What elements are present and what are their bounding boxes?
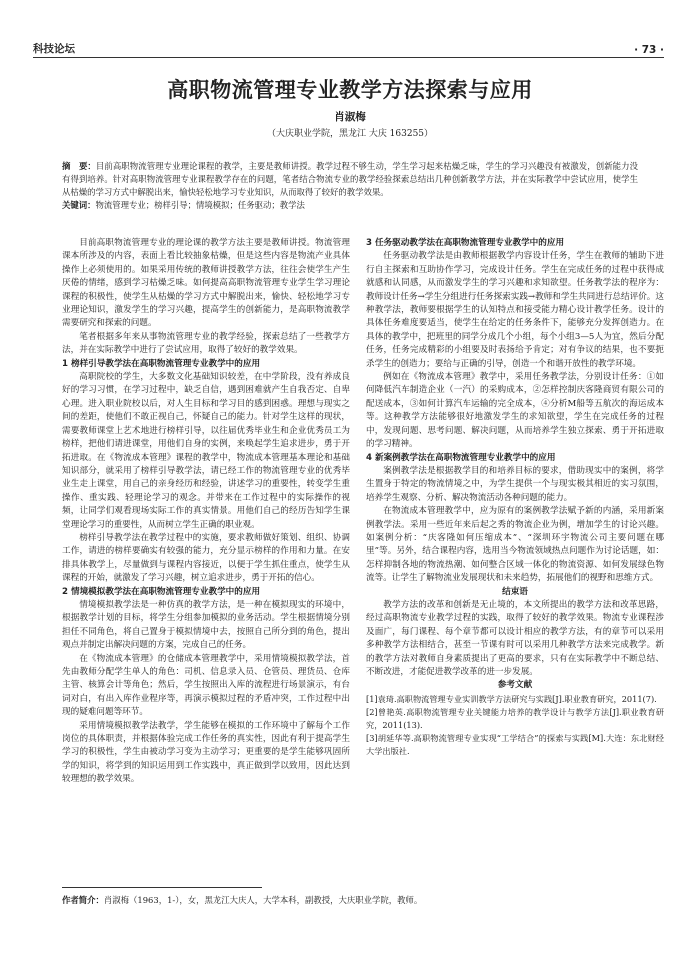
page-number: · 73 · xyxy=(634,44,664,56)
body-paragraph: 任务驱动教学法是由教师根据教学内容设计任务，学生在教师的辅助下进行自主探索和互助协作学习，完成设计任务。学生在完成任务的过程中获得成就感和认同感，从而激发学生的学习兴趣和求知欲望。任务教学法的程序为：教师设计任务→学生分组进行任务探索实践→教师和学生共同进行总结评价。这种教学法，教师要根据学生的认知特点和接受能力精心设计教学任务。设计的具体任务难度要适当，使学生在给定的任务条件下，能够充分发挥创造力。在具体的教学中，把班里的同学分成几个小组，每个小组3—5人为宜，然后分配任务，任务完成精彩的小组要及时表扬给予肯定；对有争议的结果，也不要扼杀学生的创造力；要给与正确的引导，创造一个和谐开放性的教学环境。 xyxy=(366,251,664,369)
body-paragraph: 案例教学法是根据教学目的和培养目标的要求，借助现实中的案例，将学生置身于特定的物流情境之中，为学生提供一个与现实极其相近的实习氛围，培养学生观察、分析、解决物流活动各种问题的能力。 xyxy=(366,465,664,503)
paper-title: 高职物流管理专业教学方法探索与应用 xyxy=(167,78,533,102)
body-paragraph: 榜样引导教学法在教学过程中的实施，要求教师做好策划、组织、协调工作，请进的榜样要确实有较强的能力，充分显示榜样的作用和力量。在安排具体教学上，尽量做到与课程内容接近，以便于学生抓住重点，使学生从课程的开始，就激发了学习兴趣，树立追求进步，勇于开拓的信心。 xyxy=(62,532,350,584)
body-paragraph: 教学方法的改革和创新是无止境的，本文所提出的教学方法和改革思路，经过高职物流专业教学过程的实践，取得了较好的教学效果。物流专业课程涉及面广，每门课程、每个章节都可以设计相应的教学方法，有的章节可以采用多种教学方法相结合，甚至一节课有时可以采用几种教学方法来完成教学。新的教学方法对教师自身素质提出了更高的要求，只有在实际教学中不断总结、不断改进，才能促进教学改革的进一步发展。 xyxy=(366,599,664,677)
left-column xyxy=(62,237,350,787)
body-paragraph: 情境模拟教学法是一种仿真的教学方法，是一种在模拟现实的环境中，根据教学计划的目标，将学生分组参加模拟的业务活动。学生根据情境分别担任不同角色，将自己置身于模拟情境中去，按照自己所分到的角色，提出观点并制定出解决问题的方案，完成自己的任务。 xyxy=(62,599,350,651)
abstract-block xyxy=(62,160,638,212)
section-heading-3: 3 任务驱动教学法在高职物流管理专业教学中的应用 xyxy=(366,238,565,248)
reference-item: [1]袁琦.高职物流管理专业实训教学方法研究与实践[J].职业教育研究，2011(7). xyxy=(366,693,657,704)
footnote-label: 作者简介： xyxy=(62,895,104,905)
abstract-text: 目前高职物流管理专业理论课程的教学，主要是教师讲授。教学过程不够生动，学生学习起来枯燥乏味，学生的学习兴趣没有被激发，创新能力没有得到培养。针对高职物流管理专业课程教学存在的问题，笔者结合物流专业的教学经验探索总结出几种创新教学方法，并在实际教学中尝试应用，使学生从枯燥的学习方式中解脱出来，愉快轻松地学习专业知识，从而取得了较好的教学效果。 xyxy=(62,161,638,197)
journal-section: 科技论坛 xyxy=(33,43,75,55)
body-paragraph: 例如在《物流成本管理》教学中，采用任务教学法，分别设计任务：①如何降低汽车制造企业（一汽）的采购成本，②怎样控制庆客隆商贸有限公司的配送成本，③如何计算汽车运输的完全成本，④分析M船等五航次的海运成本等。这种教学方法能够很好地激发学生的求知欲望，学生在完成任务的过程中，发现问题、思考问题、解决问题，从而培养学生独立探索、勇于开拓进取的学习精神。 xyxy=(366,372,664,450)
keywords-text: 物流管理专业；榜样引导；情境模拟；任务驱动；教学法 xyxy=(95,200,305,210)
body-paragraph: 在物流成本管理教学中，应为原有的案例教学法赋予新的内涵，采用新案例教学法。采用一些近年来后起之秀的物流企业为例，增加学生的讨论兴趣。如案例分析：“庆客隆如何压缩成本”、“深圳环宇物流公司主要问题在哪里”等。另外，结合课程内容，选用当今物流领域热点问题作为讨论话题，如：怎样抑制各地的物流热潮、如何整合区域一体化的物流资源、如何发展绿色物流等。让学生了解物流业发展现状和未来趋势，拓展他们的视野和思维方式。 xyxy=(366,506,664,584)
section-heading-4: 4 新案例教学法在高职物流管理专业教学中的应用 xyxy=(366,452,556,463)
abstract-label: 摘 要： xyxy=(62,161,96,171)
keywords xyxy=(62,199,638,212)
keywords-label: 关键词： xyxy=(62,200,96,210)
abstract xyxy=(62,160,638,199)
author-name: 肖淑梅 xyxy=(334,111,366,123)
footnote-text: 肖淑梅（1963，1-），女，黑龙江大庆人，大学本科，副教授，大庆职业学院，教师。 xyxy=(103,895,423,905)
body-paragraph: 采用情境模拟教学法教学，学生能够在模拟的工作环境中了解每个工作岗位的具体职责，并根据体验完成工作任务的真实性，因此有利于提高学生学习的积极性，学生由被动学习变为主动学习；更重要的是学生能够巩固所学的知识，将学到的知识运用到工作实践中，真正做到学以致用，因此达到较理想的教学效果。 xyxy=(62,720,350,785)
references-heading: 参考文献 xyxy=(497,680,533,691)
intro-paragraph: 目前高职物流管理专业的理论课的教学方法主要是教师讲授。物流管理课本所涉及的内容，表面上看比较抽象枯燥，但是这些内容是物流产业具体操作上必须使用的。如果采用传统的教师讲授教学方法，往往会使学生产生厌倦的情绪，感到学习枯燥乏味。如何提高高职物流管理专业学生学习理论课程的积极性，使学生从枯燥的学习方式中解脱出来，愉快、轻松地学习专业理论知识，激发学生的学习兴趣，提高学生的创新能力，是高职物流教学需要研究和探索的问题。 xyxy=(62,238,350,329)
body-paragraph: 在《物流成本管理》的仓储成本管理教学中，采用情境模拟教学法，首先由教师分配学生单人的角色：司机、信息录入员、仓管员、理货员、仓库主管、核算会计等角色；然后，学生按照出入库的流程进行场景演示，有台词对白，有出入库作业程序等，再演示模拟过程的矛盾冲突，工作过程中出现的疑难问题等环节。 xyxy=(62,653,350,718)
conclusion-heading: 结束语 xyxy=(502,586,528,597)
reference-item: [2]曾艳英.高职物流管理专业关键能力培养的教学设计与教学方法[J].职业教育研究，2011(13). xyxy=(366,706,664,730)
footnote-rule xyxy=(62,887,262,888)
right-column xyxy=(366,237,664,758)
body-paragraph: 高职院校的学生，大多数文化基础知识较差，在中学阶段，没有养成良好的学习习惯，在学习过程中，缺乏自信，遇到困难就产生自我否定、自卑心理。进入职业院校以后，对人生目标和学习目的感到困惑。理想与现实之间的差距，使他们不敢正视自己，怀疑自己的能力。针对学生这样的现状，需要教师课堂上艺术地进行榜样引导，以往届优秀毕业生和企业优秀员工为榜样，把他们请进课堂，用他们自身的实例，来唤起学生追求进步，勇于开拓进取。在《物流成本管理》课程的教学中，物流成本管理基本理论和基础知识部分，就采用了榜样引导教学法，请已经工作的物流管理专业的优秀毕业生走上课堂，用自己的亲身经历和经验，讲述学习的重要性，转变学生重操作、重实践、轻理论学习的观念。并带来在工作过程中的实际操作的视频，让同学们观看现场实际工作的真实情景。用他们自己的经历告知学生课堂理论学习的重要性，从而树立学生正确的职业观。 xyxy=(62,372,350,530)
reference-item: [3]胡延华等.高职物流管理专业实现“工学结合”的探索与实践[M].大连：东北财经大学出版社. xyxy=(366,732,664,756)
running-header xyxy=(33,36,664,56)
intro-paragraph: 笔者根据多年来从事物流管理专业的教学经验，探索总结了一些教学方法，并在实际教学中进行了尝试应用，取得了较好的教学效果。 xyxy=(62,331,350,356)
body-columns xyxy=(62,237,664,877)
section-heading-2: 2 情境模拟教学法在高职物流管理专业教学中的应用 xyxy=(62,586,261,597)
section-heading-1: 1 榜样引导教学法在高职物流管理专业教学中的应用 xyxy=(62,358,261,369)
header-rule xyxy=(33,57,664,58)
author-footnote xyxy=(62,894,664,906)
affiliation: （大庆职业学院，黑龙江 大庆 163255） xyxy=(266,129,434,139)
